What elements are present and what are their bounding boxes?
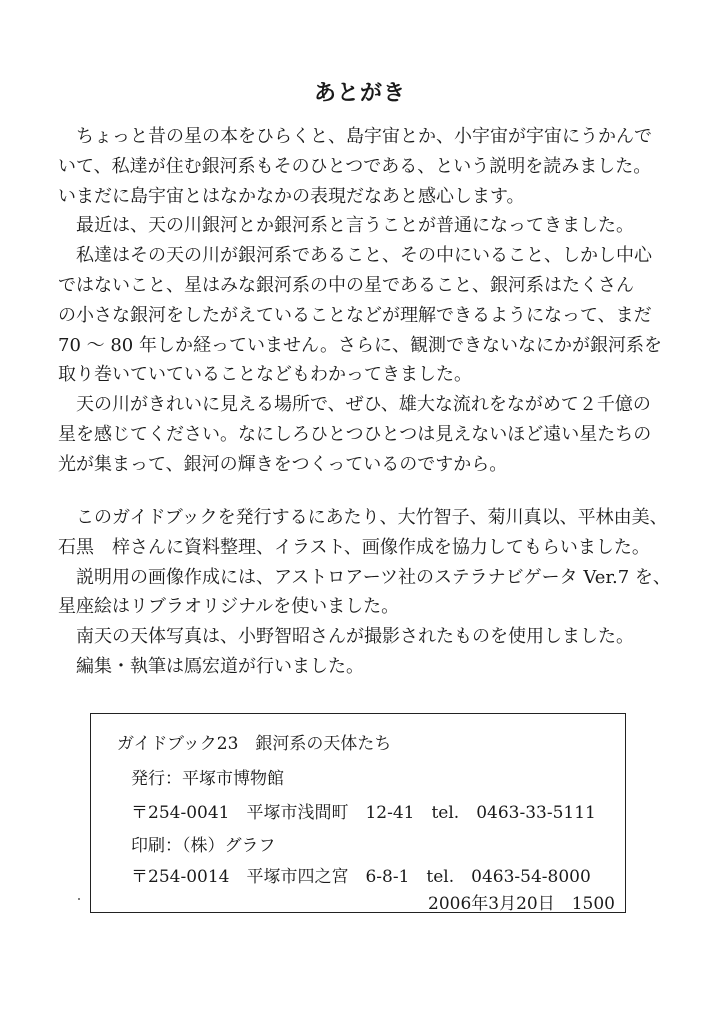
text-line: 石黒 梓さんに資料整理、イラスト、画像作成を協力してもらいました。 — [58, 536, 650, 558]
text-line: 編集・執筆は鳫宏道が行いました。 — [58, 655, 364, 677]
text-line: ではないこと、星はみな銀河系の中の星であること、銀河系はたくさん — [58, 274, 634, 296]
text-line: いて、私達が住む銀河系もそのひとつである、という説明を読みました。 — [58, 155, 652, 177]
afterword-text-block — [58, 122, 670, 480]
page-title: あとがき — [313, 81, 406, 106]
text-line: 光が集まって、銀河の輝きをつくっているのですから。 — [58, 453, 508, 475]
text-line: の小さな銀河をしたがえていることなどが理解できるようになって、まだ — [58, 304, 652, 326]
text-line: 星を感じてください。なにしろひとつひとつは見えないほど遠い星たちの — [58, 423, 652, 445]
text-line: 南天の天体写真は、小野智昭さんが撮影されたものを使用しました。 — [58, 626, 634, 648]
text-line: 説明用の画像作成には、アストロアーツ社のステラナビゲータ Ver.7 を、 — [58, 566, 671, 588]
colophon-date-copies: 2006年3月20日 1500 — [428, 894, 615, 914]
text-line: 星座絵はリブラオリジナルを使いました。 — [58, 596, 400, 618]
text-line: ちょっと昔の星の本をひらくと、島宇宙とか、小宇宙が宇宙にうかんで — [58, 126, 652, 147]
text-line: 70 ～ 80 年しか経っていません。さらに、観測できないなにかが銀河系を — [58, 334, 663, 356]
acknowledgements-text-block — [58, 503, 670, 682]
text-line: このガイドブックを発行するにあたり、大竹智子、菊川真以、平林由美、 — [58, 507, 668, 528]
text-line: 私達はその天の川が銀河系であること、その中にいること、しかし中心 — [58, 245, 652, 267]
text-line: 天の川がきれいに見える場所で、ぜひ、雄大な流れをながめて２千億の — [58, 394, 651, 416]
colophon-printer: 印刷：（株）グラフ — [131, 836, 276, 856]
scan-speck — [78, 898, 80, 900]
colophon-publisher: 発行：平塚市博物館 — [131, 769, 284, 789]
colophon-box — [90, 713, 626, 913]
text-line: 取り巻いていていることなどもわかってきました。 — [58, 364, 472, 386]
colophon-publisher-address: 〒254-0041 平塚市浅間町 12-41 tel. 0463-33-5111 — [131, 803, 596, 823]
colophon-printer-address: 〒254-0014 平塚市四之宮 6-8-1 tel. 0463-54-8000 — [131, 867, 591, 887]
colophon-title: ガイドブック23 銀河系の天体たち — [117, 734, 392, 754]
text-line: 最近は、天の川銀河とか銀河系と言うことが普通になってきました。 — [58, 215, 634, 237]
text-line: いまだに島宇宙とはなかなかの表現だなあと感心します。 — [58, 185, 525, 207]
